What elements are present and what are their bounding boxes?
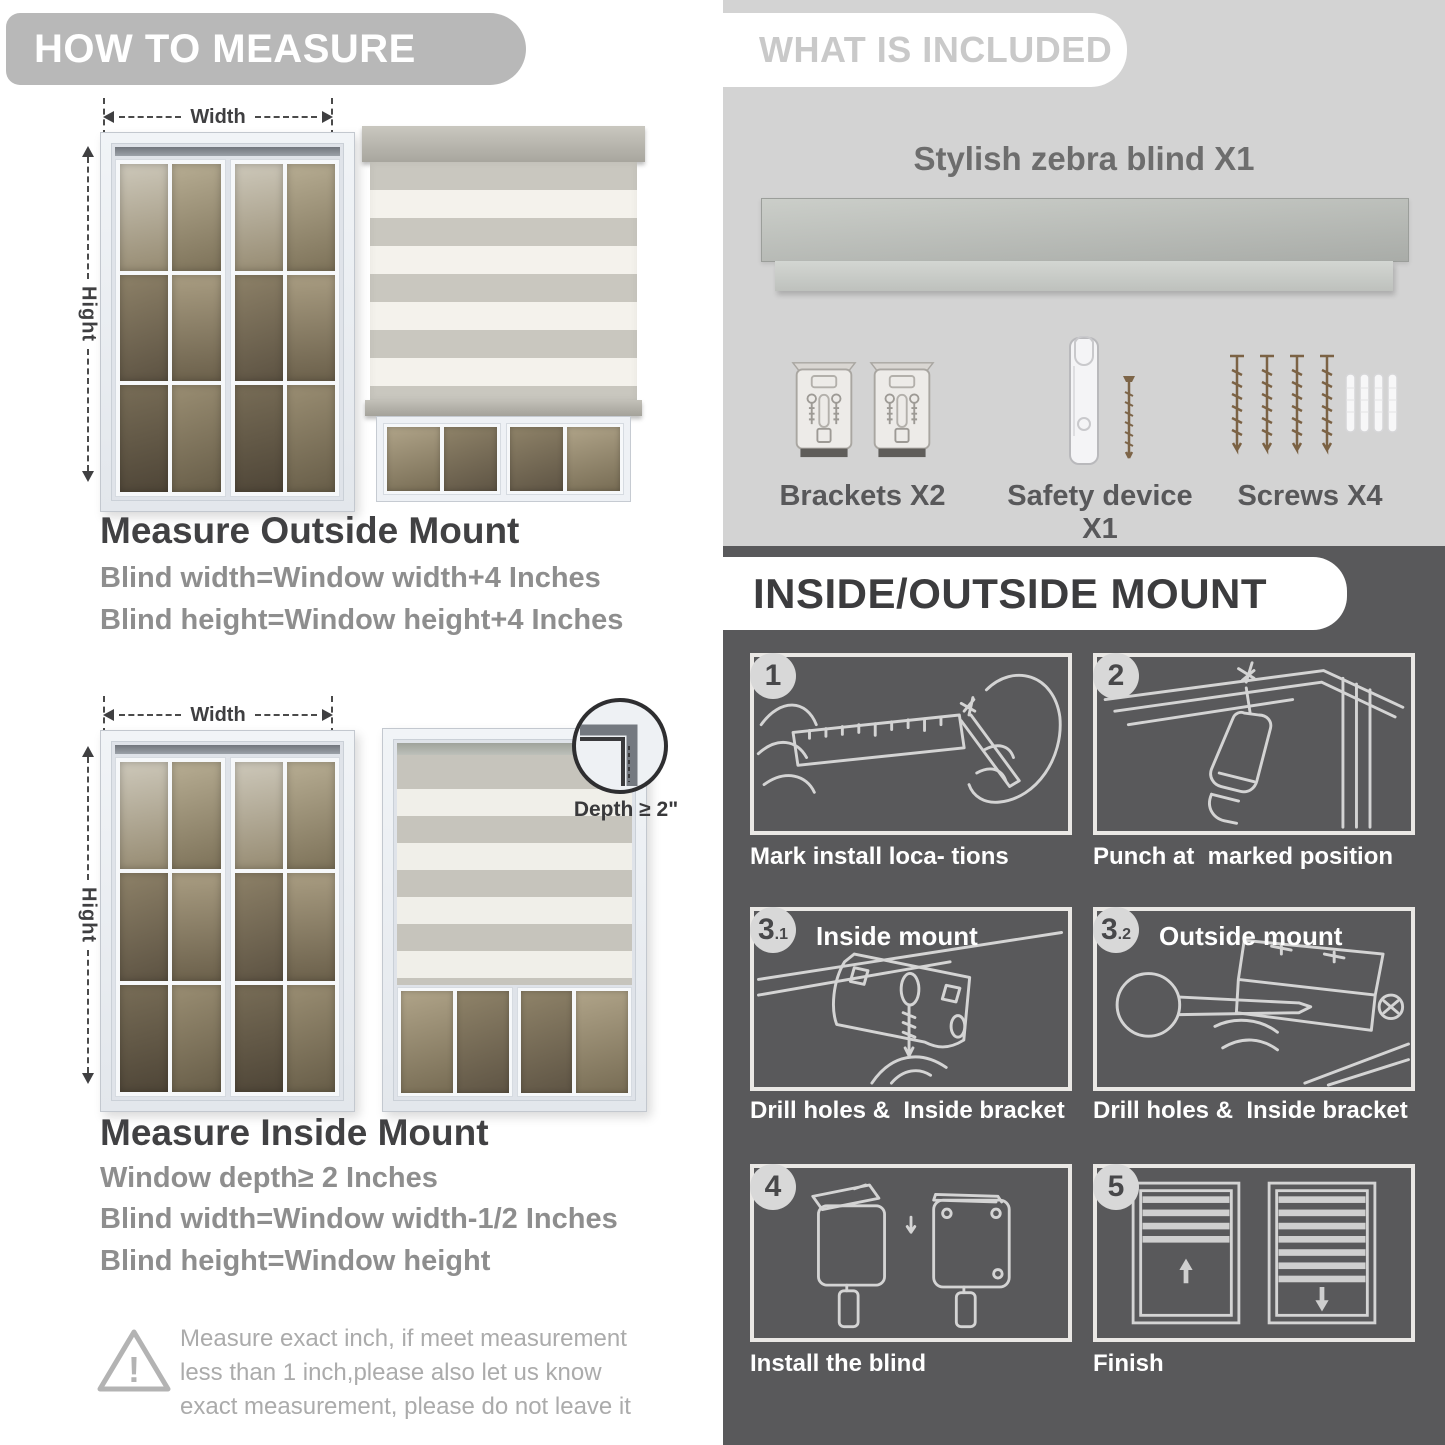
width-label: Width [190, 703, 246, 726]
install-blind-illustration [754, 1168, 1068, 1338]
window-illustration-outside [100, 132, 355, 512]
window-pane [172, 873, 220, 980]
depth-magnifier-icon [572, 698, 668, 794]
window-top-jamb [115, 147, 340, 156]
inside-outside-mount-banner: INSIDE/OUTSIDE MOUNT [723, 557, 1347, 630]
dashed-line [87, 757, 89, 880]
what-is-included-banner: WHAT IS INCLUDED [723, 13, 1127, 87]
dashed-line [255, 714, 317, 716]
outside-formula-height: Blind height=Window height+4 Inches [100, 604, 624, 636]
window-pane [510, 427, 563, 491]
arrow-endbar [331, 696, 333, 734]
window-pane [287, 275, 335, 382]
safety-device-icon [1062, 336, 1108, 468]
window-pane [120, 985, 168, 1092]
width-arrow-outside [103, 106, 333, 128]
dashed-line [119, 714, 181, 716]
arrowhead-up-icon [82, 746, 94, 757]
window-pane [235, 873, 283, 980]
step-5-badge: 5 [1093, 1164, 1139, 1210]
step-1-cell [750, 653, 1072, 835]
window-pane [120, 385, 168, 492]
window-door-right [230, 757, 341, 1097]
height-arrow-inside [76, 746, 100, 1084]
window-below-blind [376, 416, 631, 502]
window-door-right [517, 987, 633, 1097]
arrowhead-up-icon [82, 146, 94, 157]
blind-stripes [370, 162, 637, 400]
window-pane [235, 275, 283, 382]
brackets-label: Brackets X2 [779, 480, 946, 512]
included-subtitle: Stylish zebra blind X1 [913, 140, 1255, 177]
window-frame [111, 741, 344, 1101]
window-pane [235, 985, 283, 1092]
window-pane [521, 991, 573, 1093]
step-2-cell [1093, 653, 1415, 835]
zebra-blind-outside-illustration [362, 126, 645, 490]
window-door-right [230, 159, 341, 497]
dashed-line [119, 116, 181, 118]
window-pane [387, 427, 440, 491]
finish-blinds-illustration [1097, 1168, 1411, 1338]
width-label: Width [190, 105, 246, 128]
screws-label: Screws X4 [1237, 480, 1383, 512]
step-4-badge: 4 [750, 1164, 796, 1210]
step-3-1-badge: 3 .1 [750, 907, 796, 953]
window-pane [576, 991, 628, 1093]
window-pane [172, 762, 220, 869]
bracket-icon [869, 350, 935, 468]
safety-device-item [995, 338, 1205, 546]
window-door-left [397, 987, 513, 1097]
inside-formula-depth: Window depth≥ 2 Inches [100, 1162, 438, 1194]
window-pane [120, 873, 168, 980]
step-1-caption: Mark install loca- tions [750, 843, 1009, 870]
step-4-cell [750, 1164, 1072, 1342]
step-3-1-cell [750, 907, 1072, 1091]
window-pane [287, 985, 335, 1092]
arrowhead-down-icon [82, 471, 94, 482]
warning-triangle-icon [95, 1325, 173, 1397]
window-pane [172, 385, 220, 492]
blind-valance-illustration [775, 261, 1393, 291]
dashed-line [87, 349, 89, 471]
brackets-item [745, 338, 980, 513]
step-5-cell [1093, 1164, 1415, 1342]
how-to-measure-banner: HOW TO MEASURE [6, 13, 526, 85]
window-top-jamb [115, 745, 340, 754]
window-pane [172, 275, 220, 382]
dashed-line [87, 157, 89, 279]
outside-mount-heading: Measure Outside Mount [100, 510, 520, 551]
window-door-left [115, 159, 226, 497]
depth-label: Depth ≥ 2" [573, 798, 679, 821]
window-pane [120, 164, 168, 271]
inside-formula-width: Blind width=Window width-1/2 Inches [100, 1203, 618, 1235]
blind-headrail-illustration [761, 198, 1409, 262]
window-pane [235, 164, 283, 271]
window-pane [457, 991, 509, 1093]
height-label: Hight [77, 285, 100, 343]
inside-mount-heading: Measure Inside Mount [100, 1112, 489, 1153]
step-2-badge: 2 [1093, 653, 1139, 699]
outside-formula-width: Blind width=Window width+4 Inches [100, 562, 601, 594]
arrow-endbar [331, 98, 333, 136]
height-label: Hight [77, 886, 100, 944]
step-3-2-caption: Drill holes & Inside bracket [1093, 1097, 1408, 1124]
step-3-2-cell [1093, 907, 1415, 1091]
dashed-line [87, 950, 89, 1073]
window-pane [120, 275, 168, 382]
safety-device-label: Safety device X1 [1007, 480, 1193, 545]
window-pane [401, 991, 453, 1093]
dashed-line [255, 116, 317, 118]
height-arrow-outside [76, 146, 100, 482]
window-frame [111, 143, 344, 501]
step-3-1-title: Inside mount [816, 921, 978, 951]
window-pane [235, 385, 283, 492]
screw-icon [1120, 372, 1138, 468]
window-pane [287, 873, 335, 980]
step-3-2-badge: 3 .2 [1093, 907, 1139, 953]
inside-formula-height: Blind height=Window height [100, 1245, 491, 1277]
window-door-left [383, 423, 501, 495]
step-1-badge: 1 [750, 653, 796, 699]
svg-text:!: ! [128, 1349, 140, 1390]
arrow-endbar [103, 696, 105, 734]
window-pane [120, 762, 168, 869]
window-pane [235, 762, 283, 869]
screws-and-anchors-icon [1220, 348, 1400, 458]
drill-position-illustration [1097, 657, 1411, 831]
window-pane [287, 762, 335, 869]
window-frame [393, 739, 636, 1101]
step-3-1-caption: Drill holes & Inside bracket [750, 1097, 1065, 1124]
step-2-caption: Punch at marked position [1093, 843, 1394, 870]
window-pane [172, 985, 220, 1092]
bracket-icon [791, 350, 857, 468]
measurement-warning-text: Measure exact inch, if meet measurement less than 1 inch,please also let us know exact measurement, please do not leave it [180, 1325, 631, 1420]
window-door-right [506, 423, 624, 495]
arrow-endbar [103, 98, 105, 136]
step-4-caption: Install the blind [750, 1350, 927, 1377]
window-pane [172, 164, 220, 271]
window-pane [567, 427, 620, 491]
arrowhead-down-icon [82, 1073, 94, 1084]
window-door-left [115, 757, 226, 1097]
window-illustration-inside [100, 730, 355, 1112]
mark-location-illustration [754, 657, 1068, 831]
width-arrow-inside [103, 704, 333, 726]
window-pane [287, 164, 335, 271]
step-3-2-title: Outside mount [1159, 921, 1343, 951]
window-pane [444, 427, 497, 491]
window-pane [287, 385, 335, 492]
blind-bottom-rail [365, 400, 642, 416]
blind-cassette [362, 126, 645, 162]
screws-item [1215, 338, 1405, 513]
step-5-caption: Finish [1093, 1350, 1164, 1377]
